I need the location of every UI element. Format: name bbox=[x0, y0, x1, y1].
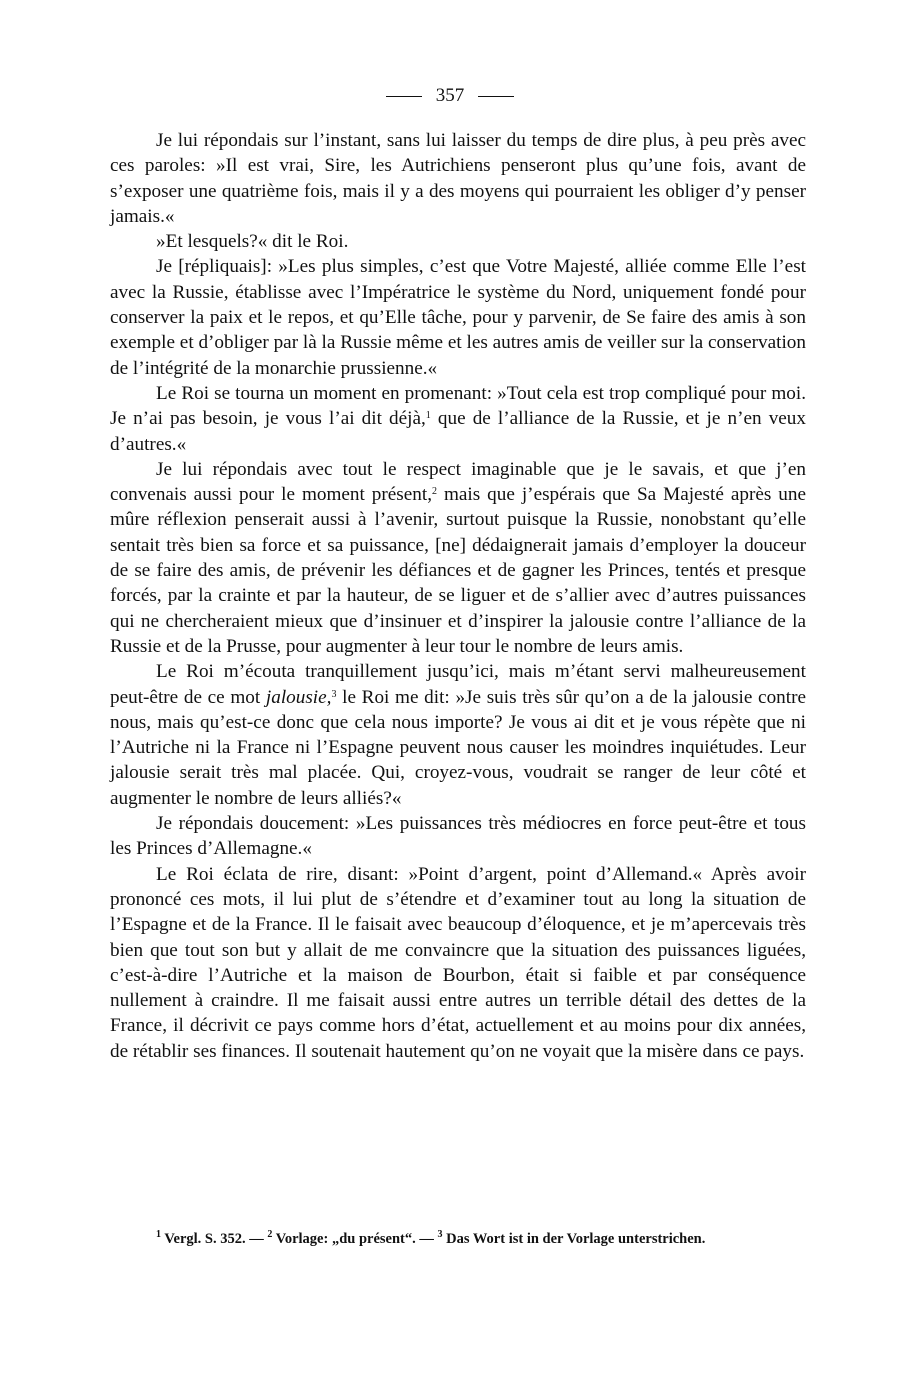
italic-word: jalousie, bbox=[265, 686, 332, 708]
footnote-number: 1 bbox=[156, 1229, 161, 1240]
paragraph: »Et lesquels?« dit le Roi. bbox=[156, 231, 349, 253]
footnote-text: Vorlage: „du présent“. — bbox=[272, 1231, 438, 1247]
page-number: 357 bbox=[435, 85, 465, 106]
footnote-ref: 3 bbox=[331, 688, 337, 700]
footnote-number: 2 bbox=[267, 1229, 273, 1240]
paragraph: Je lui répondais sur l’instant, sans lui laisser du temps de dire plus, à peu près avec ces paroles: »Il est vrai, Sire, les Autrichiens penseront plus qu’une fois, avant de s’exposer une quatrième fois, mais il y a des moyens qui pourraient les obliger d’y penser jamais.« bbox=[110, 130, 806, 227]
paragraph: Je répondais doucement: »Les puissances très médiocres en force peut-être et tous les Princes d’Allemagne.« bbox=[110, 813, 806, 860]
footnote-ref: 2 bbox=[432, 486, 438, 498]
footnote-ref: 1 bbox=[425, 410, 431, 422]
header-dash-right bbox=[478, 96, 514, 97]
paragraph bbox=[110, 457, 806, 659]
paragraph-text: Le Roi se tourna un moment en promenant: »Tout cela est trop compliqué pour moi. Je n’ai pas besoin, je vous l’ai dit déjà, bbox=[110, 382, 806, 430]
header-dash-left bbox=[386, 96, 422, 97]
main-text bbox=[110, 128, 806, 1064]
footnote-text: Vergl. S. 352. — bbox=[161, 1231, 268, 1247]
paragraph-text: Le Roi m’écouta tranquillement jusqu’ici, mais m’étant servi malheureusement peut-être de ce mot bbox=[110, 661, 806, 708]
paragraph-text: Je lui répondais avec tout le respect imaginable que je le savais, et que j’en convenais aussi pour le moment présent, bbox=[110, 458, 806, 506]
paragraph bbox=[110, 381, 806, 457]
paragraph-text: mais que j’espérais que Sa Majesté après une mûre réflexion penserait aussi à l’avenir, surtout puisque la Russie, nonobstant qu’elle sentait très bien sa force et sa puissance, [ne] dédaignerait jamais d’employer la douceur de se faire des amis, de prévenir les défiances et de gagner les Princes, tentés et presque forcés, par la crainte et par la hauteur, de se liguer et de s’allier avec d’autres puissances qui ne chercheraient mieux que d’insinuer et d’inspirer la jalousie contre l’alliance de la Russie et de la Prusse, pour augmenter à leur tour le nombre de leurs amis. bbox=[110, 484, 806, 657]
footnotes bbox=[110, 1229, 806, 1250]
footnote-block bbox=[110, 1229, 806, 1250]
page-header bbox=[0, 84, 900, 108]
paragraph: Je [répliquais]: »Les plus simples, c’est que Votre Majesté, alliée comme Elle l’est avec la Russie, établisse avec l’Impératrice le système du Nord, uniquement fondé pour conserver la paix et le repos, et qu’Elle tâche, pour y parvenir, de Se faire des amis à son exemple et d’obliger par là la Russie même et les autres amis de veiller sur la conservation de l’intégrité de la monarchie prussienne.« bbox=[110, 256, 806, 379]
footnote-text: Das Wort ist in der Vorlage unterstrichen. bbox=[442, 1231, 706, 1247]
paragraph-text: que de l’alliance de la Russie, et je n’en veux d’autres.« bbox=[110, 408, 806, 455]
paragraph: Le Roi éclata de rire, disant: »Point d’argent, point d’Allemand.« Après avoir prononcé ces mots, il lui plut de s’étendre et d’examiner tout au long la situation de l’Espagne et de la France. Il le faisait avec beaucoup d’éloquence, et je m’apercevais très bien que tout son but y allait de me convaincre que la situation des puissances liguées, c’est-à-dire l’Autriche et la maison de Bourbon, était si faible et par conséquence nullement à craindre. Il me faisait aussi entre autres un terrible détail des dettes de la France, il décrivit ce pays comme hors d’état, actuellement et au moins pour dix années, de rétablir ses finances. Il soutenait hautement qu’on ne voyait que la misère dans ce pays. bbox=[110, 863, 806, 1062]
paragraph-text: le Roi me dit: »Je suis très sûr qu’on a de la jalousie contre nous, mais qu’est-ce donc que cela nous importe? Je vous ai dit et je vous répète que ni l’Autriche ni la France ni l’Espagne peuvent nous causer les moindres inquiétudes. Leur jalousie serait très mal placée. Qui, croyez-vous, voudrait se ranger de leur côté et augmenter le nombre de leurs alliés?« bbox=[110, 686, 807, 809]
footnote-number: 3 bbox=[437, 1229, 443, 1240]
paragraph bbox=[110, 659, 806, 811]
